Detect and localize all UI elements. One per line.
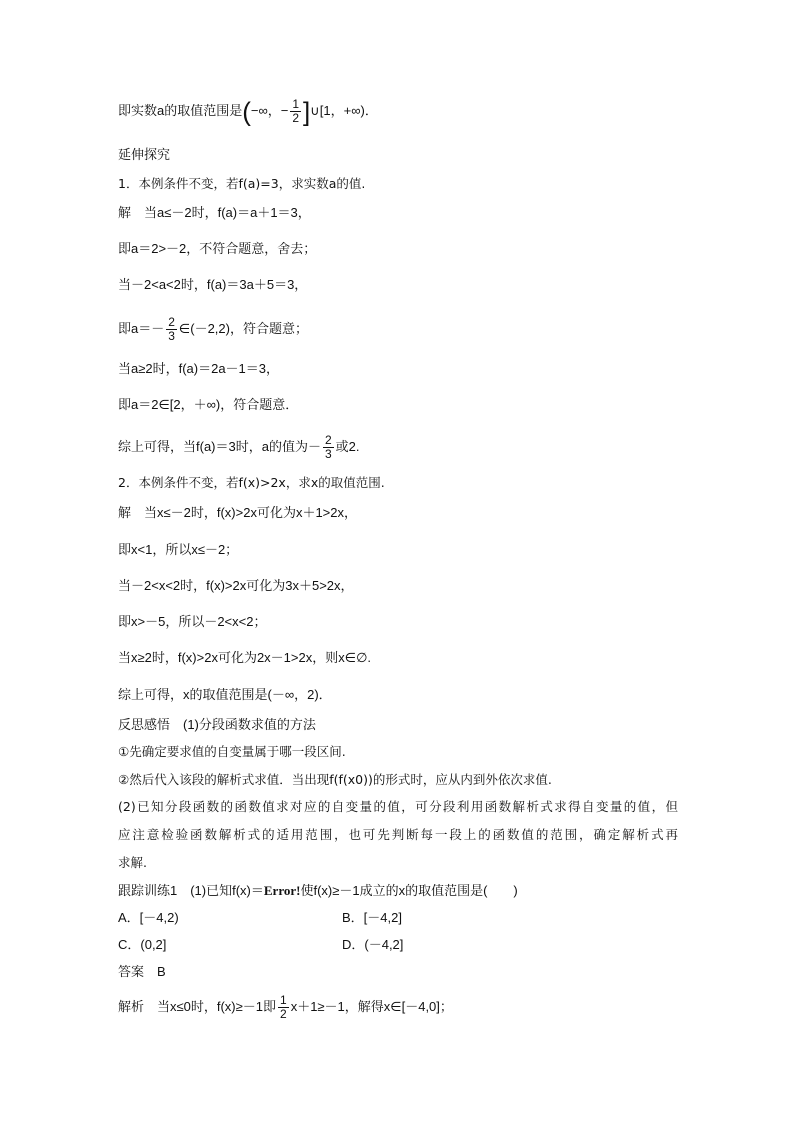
solution-conclusion: 综上可得，当f(a)＝3时，a的值为－ $\frac{2}{3}$ 或2. [118,433,360,461]
question-1: 1．本例条件不变，若f(a)=3，求实数a的值. [118,176,366,191]
fraction-half-2: $\frac{1}{2}$ [280,993,287,1021]
analysis-line: 解析 当x≤0时，f(x)≥－1即 $\frac{1}{2}$ x＋1≥－1，解得x∈[－4,0]； [118,993,453,1021]
right-bracket: ] [303,96,311,127]
option-b: B．[－4,2] [342,910,402,925]
reflection-point-3c: 求解. [118,855,147,870]
solution2-line-3: 当－2<x<2时，f(x)>2x可化为3x＋5>2x， [118,578,354,593]
reflection-point-3a: (2)已知分段函数的函数值求对应的自变量的值，可分段利用函数解析式求得自变量的值，但 [118,799,678,814]
solution-line-4: 即a＝－ $\frac{2}{3}$ ∈(－2,2)，符合题意； [118,315,308,343]
reflection-point-3b: 应注意检验函数解析式的适用范围，也可先判断每一段上的函数值的范围，确定解析式再 [118,827,678,842]
tracking-exercise: 跟踪训练1 (1)已知f(x)＝Error!使f(x)≥－1成立的x的取值范围是( ) [118,883,518,898]
reflection-point-2: ②然后代入该段的解析式求值．当出现f(f(x0))的形式时，应从内到外依次求值. [118,772,552,787]
interval-tail: ∪[1，+∞)． [310,102,378,118]
solution-line-1: 解 当a≤－2时，f(a)＝a＋1＝3， [118,205,311,220]
fraction-half: $\frac{1}{2}$ [292,97,300,125]
solution2-line-5: 当x≥2时，f(x)>2x可化为2x－1>2x，则x∈∅. [118,650,371,665]
solution-line-5: 当a≥2时，f(a)＝2a－1＝3， [118,361,280,376]
solution-line-2: 即a＝2>－2，不符合题意，舍去； [118,241,317,256]
error-marker: Error! [263,883,301,898]
solution2-conclusion: 综上可得，x的取值范围是(－∞，2)． [118,687,332,702]
option-d: D．(－4,2] [342,937,404,952]
extend-heading: 延伸探究 [118,147,171,162]
reflection-point-1: ①先确定要求值的自变量属于哪一段区间. [118,744,346,759]
option-a: A．[－4,2) [118,910,179,925]
interval-start: −∞，− [250,102,289,118]
solution-line-6: 即a＝2∈[2，＋∞)，符合题意． [118,397,299,412]
reflection-heading: 反思感悟 (1)分段函数求值的方法 [118,717,316,732]
answer-line: 答案 B [118,964,166,979]
line-range-result [118,98,378,125]
fraction-two-thirds: $\frac{2}{3}$ [168,315,175,343]
fraction-two-thirds-2: $\frac{2}{3}$ [324,433,332,461]
solution-line-3: 当－2<a<2时，f(a)＝3a＋5＝3， [118,277,308,292]
option-c: C．(0,2] [118,937,167,952]
solution2-line-2: 即x<1，所以x≤－2； [118,542,239,557]
range-text: 即实数a的取值范围是 [118,102,243,118]
left-paren: ( [242,96,251,127]
solution2-line-4: 即x>－5，所以－2<x<2； [118,614,267,629]
question-2: 2．本例条件不变，若f(x)>2x，求x的取值范围. [118,475,385,490]
solution2-line-1: 解 当x≤－2时，f(x)>2x可化为x＋1>2x， [118,505,358,520]
